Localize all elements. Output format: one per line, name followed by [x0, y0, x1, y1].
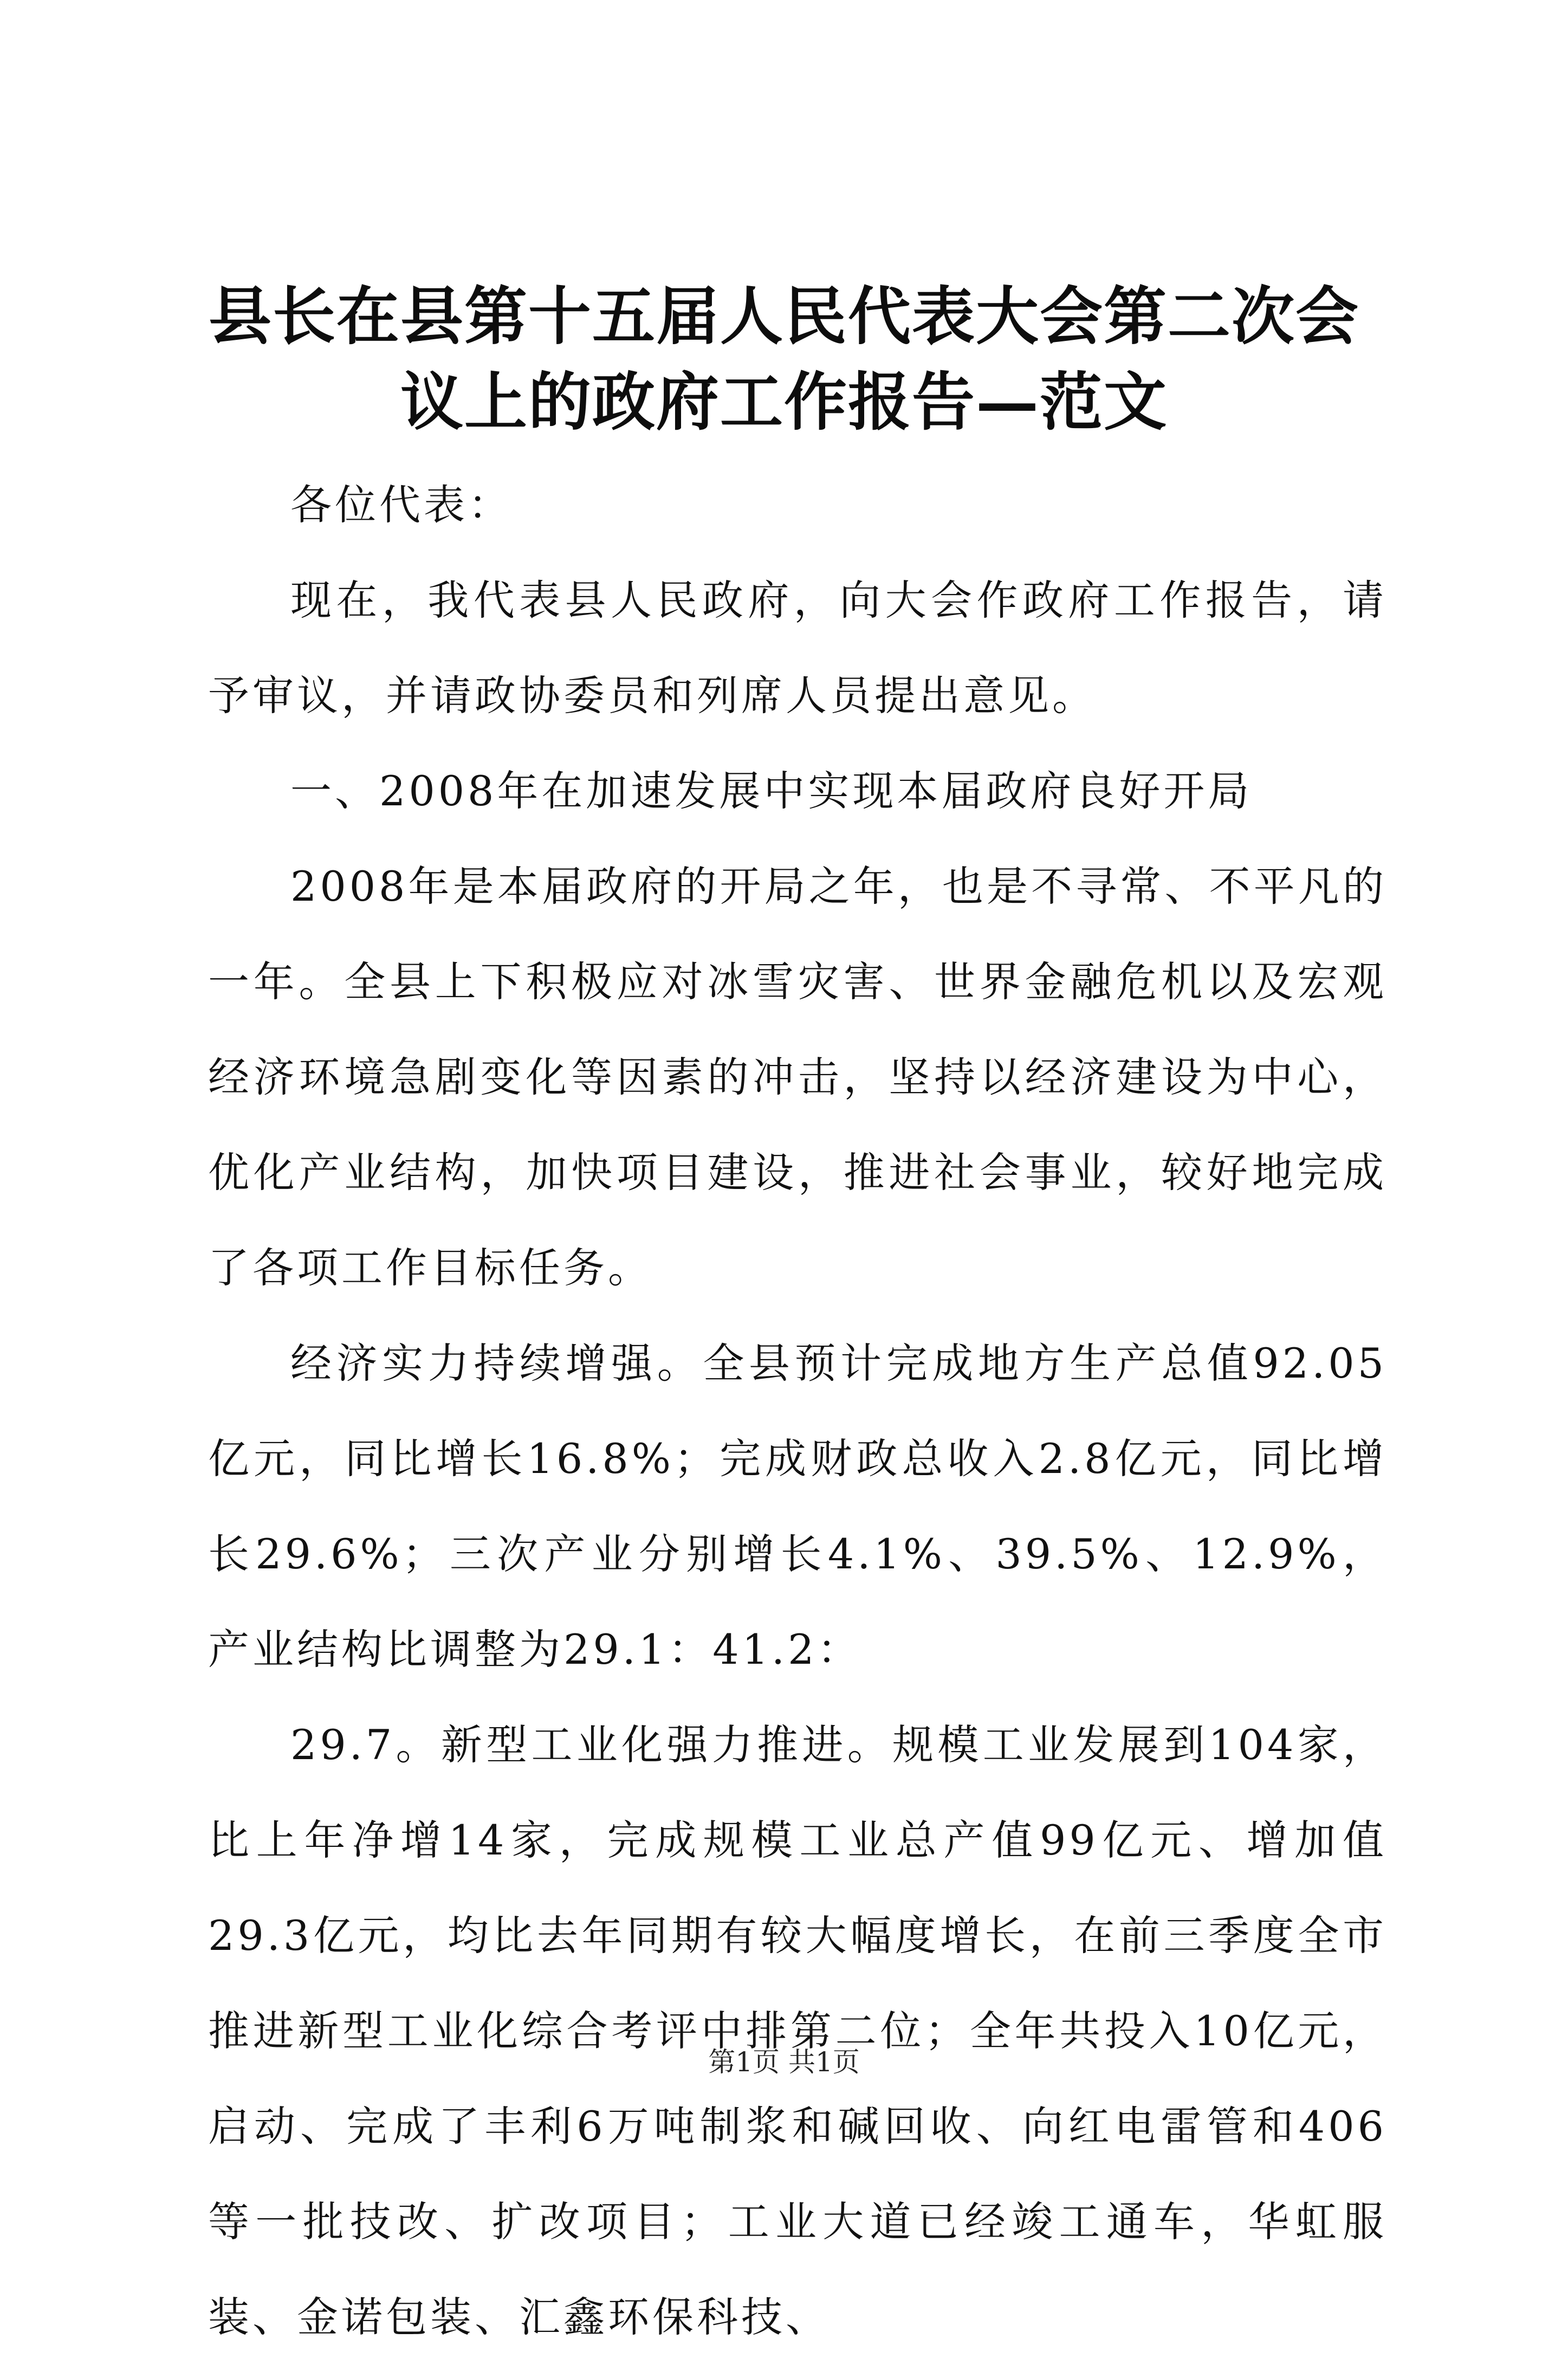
paragraph-industry: 29.7。新型工业化强力推进。规模工业发展到104家，比上年净增14家，完成规模工业总产值99亿元、增加值29.3亿元，均比去年同期有较大幅度增长，在前三季度全市推进新型工业化综合考评中排第二位；全年共投入10亿元，启动、完成了丰利6万吨制浆和碱回收、向红电雷管和406等一批技改、扩改项目；工业大道已经竣工通车，华虹服装、金诺包装、汇鑫环保科技、	[208, 1721, 1387, 2341]
section-heading-1: 一、2008年在加速发展中实现本届政府良好开局	[290, 767, 1253, 815]
paragraph-intro: 现在，我代表县人民政府，向大会作政府工作报告，请予审议，并请政协委员和列席人员提出意见。	[208, 576, 1387, 720]
paragraph-salutation: 各位代表：	[290, 481, 513, 529]
page-footer: 第1页 共1页	[708, 2046, 860, 2078]
paragraph-economy: 经济实力持续增强。全县预计完成地方生产总值92.05亿元，同比增长16.8%；完成财政总收入2.8亿元，同比增长29.6%；三次产业分别增长4.1%、39.5%、12.9%，产业结构比调整为29.1：41.2：	[208, 1339, 1387, 1673]
paragraph-overview: 2008年是本届政府的开局之年，也是不寻常、不平凡的一年。全县上下积极应对冰雪灾害、世界金融危机以及宏观经济环境急剧变化等因素的冲击，坚持以经济建设为中心，优化产业结构，加快项目建设，推进社会事业，较好地完成了各项工作目标任务。	[208, 862, 1387, 1292]
document-title: 县长在县第十五届人民代表大会第二次会议上的政府工作报告—范文	[209, 280, 1359, 439]
